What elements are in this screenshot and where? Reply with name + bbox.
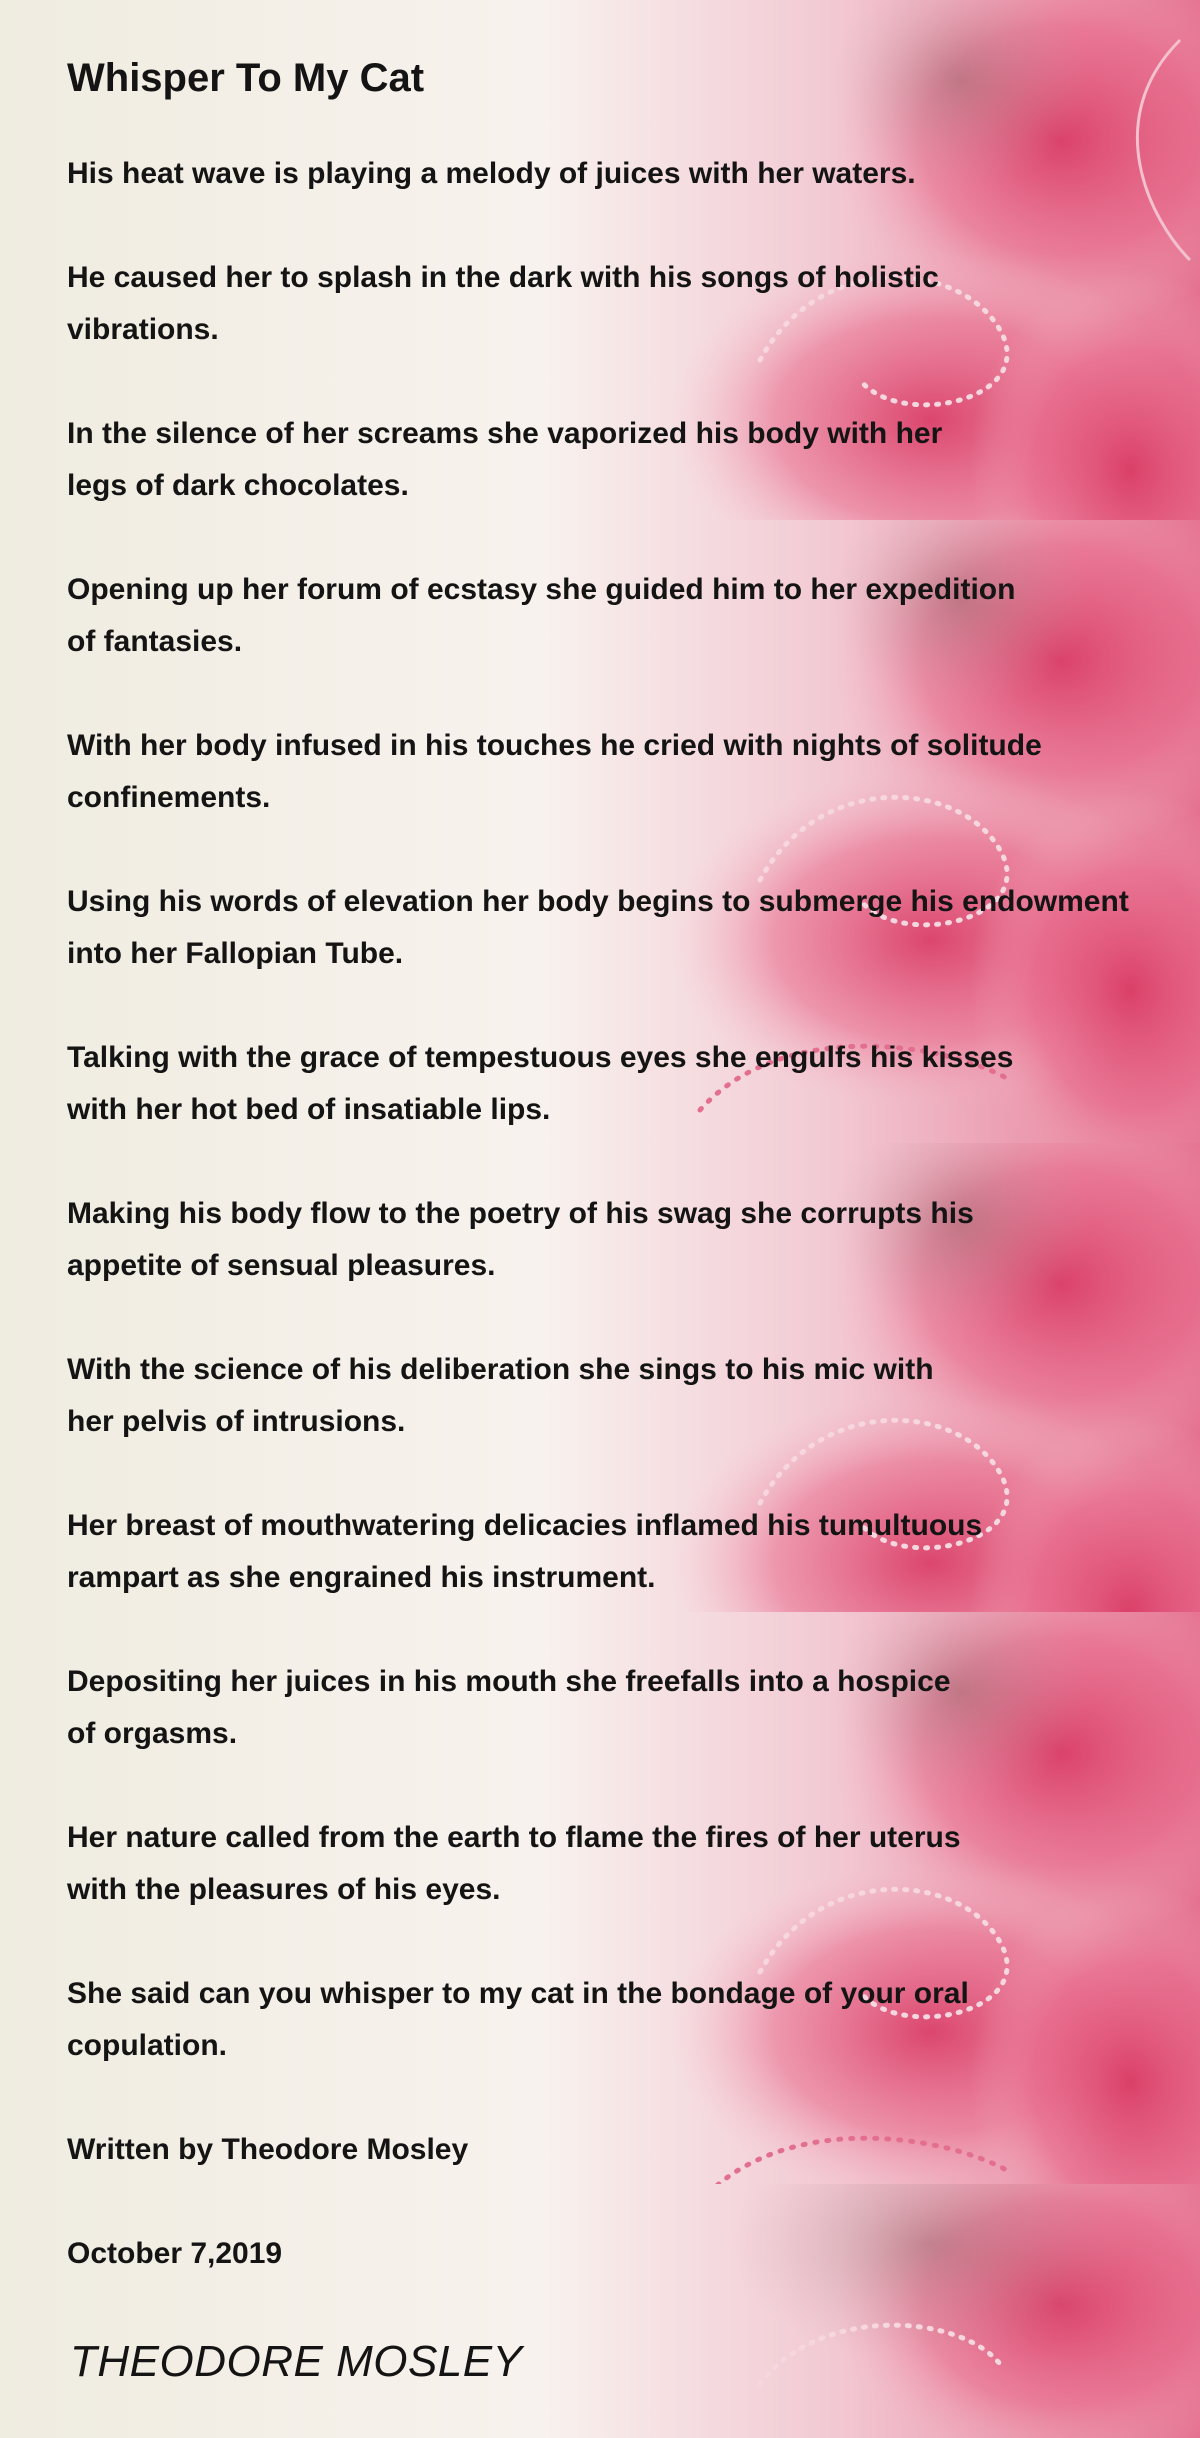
stanza-line: of orgasms. bbox=[67, 1717, 238, 1750]
stanza-line: confinements. bbox=[67, 781, 271, 814]
stanza-8 bbox=[67, 1188, 974, 1292]
stanza-line: of fantasies. bbox=[67, 625, 243, 658]
stanza-line: Depositing her juices in his mouth she freefalls into a hospice bbox=[67, 1665, 951, 1698]
stanza-line: Opening up her forum of ecstasy she guided him to her expedition bbox=[67, 573, 1016, 606]
stanza-2 bbox=[67, 252, 939, 356]
floral-tile-5 bbox=[0, 2184, 1200, 2438]
stanza-5 bbox=[67, 720, 1042, 824]
stanza-line: vibrations. bbox=[67, 313, 219, 346]
stanza-line: Her nature called from the earth to flame the fires of her uterus bbox=[67, 1821, 961, 1854]
stanza-line: She said can you whisper to my cat in the bondage of your oral bbox=[67, 1977, 969, 2010]
stanza-12 bbox=[67, 1812, 961, 1916]
stanza-6 bbox=[67, 876, 1129, 980]
stanza-1 bbox=[67, 148, 916, 200]
stanza-line: With her body infused in his touches he cried with nights of solitude bbox=[67, 729, 1042, 762]
stanza-line: Talking with the grace of tempestuous eyes she engulfs his kisses bbox=[67, 1041, 1014, 1074]
stanza-7 bbox=[67, 1032, 1013, 1136]
stanza-line: Her breast of mouthwatering delicacies inflamed his tumultuous bbox=[67, 1509, 983, 1542]
stanza-line: Making his body flow to the poetry of his swag she corrupts his bbox=[67, 1197, 974, 1230]
poem-title: Whisper To My Cat bbox=[67, 56, 425, 100]
stanza-line: into her Fallopian Tube. bbox=[67, 937, 404, 970]
stanza-4 bbox=[67, 564, 1015, 668]
stanza-line: His heat wave is playing a melody of juices with her waters. bbox=[67, 157, 916, 190]
poem-date: October 7,2019 bbox=[67, 2237, 283, 2270]
stanza-line: her pelvis of intrusions. bbox=[67, 1405, 406, 1438]
stanza-9 bbox=[67, 1344, 934, 1448]
stanza-10 bbox=[67, 1500, 982, 1604]
stanza-line: With the science of his deliberation she sings to his mic with bbox=[67, 1353, 934, 1386]
stanza-line: He caused her to splash in the dark with his songs of holistic bbox=[67, 261, 939, 294]
stanza-line: appetite of sensual pleasures. bbox=[67, 1249, 496, 1282]
stanza-line: with the pleasures of his eyes. bbox=[67, 1873, 501, 1906]
stanza-13 bbox=[67, 1968, 969, 2072]
stanza-line: with her hot bed of insatiable lips. bbox=[67, 1093, 551, 1126]
stanza-3 bbox=[67, 408, 942, 512]
poem-byline: Written by Theodore Mosley bbox=[67, 2133, 469, 2166]
stanza-line: copulation. bbox=[67, 2029, 227, 2062]
stanza-line: Using his words of elevation her body begins to submerge his endowment bbox=[67, 885, 1129, 918]
stanza-11 bbox=[67, 1656, 951, 1760]
stanza-line: legs of dark chocolates. bbox=[67, 469, 409, 502]
stanza-line: rampart as she engrained his instrument. bbox=[67, 1561, 656, 1594]
stanza-line: In the silence of her screams she vaporized his body with her bbox=[67, 417, 943, 450]
author-signature: THEODORE MOSLEY bbox=[70, 2337, 523, 2386]
